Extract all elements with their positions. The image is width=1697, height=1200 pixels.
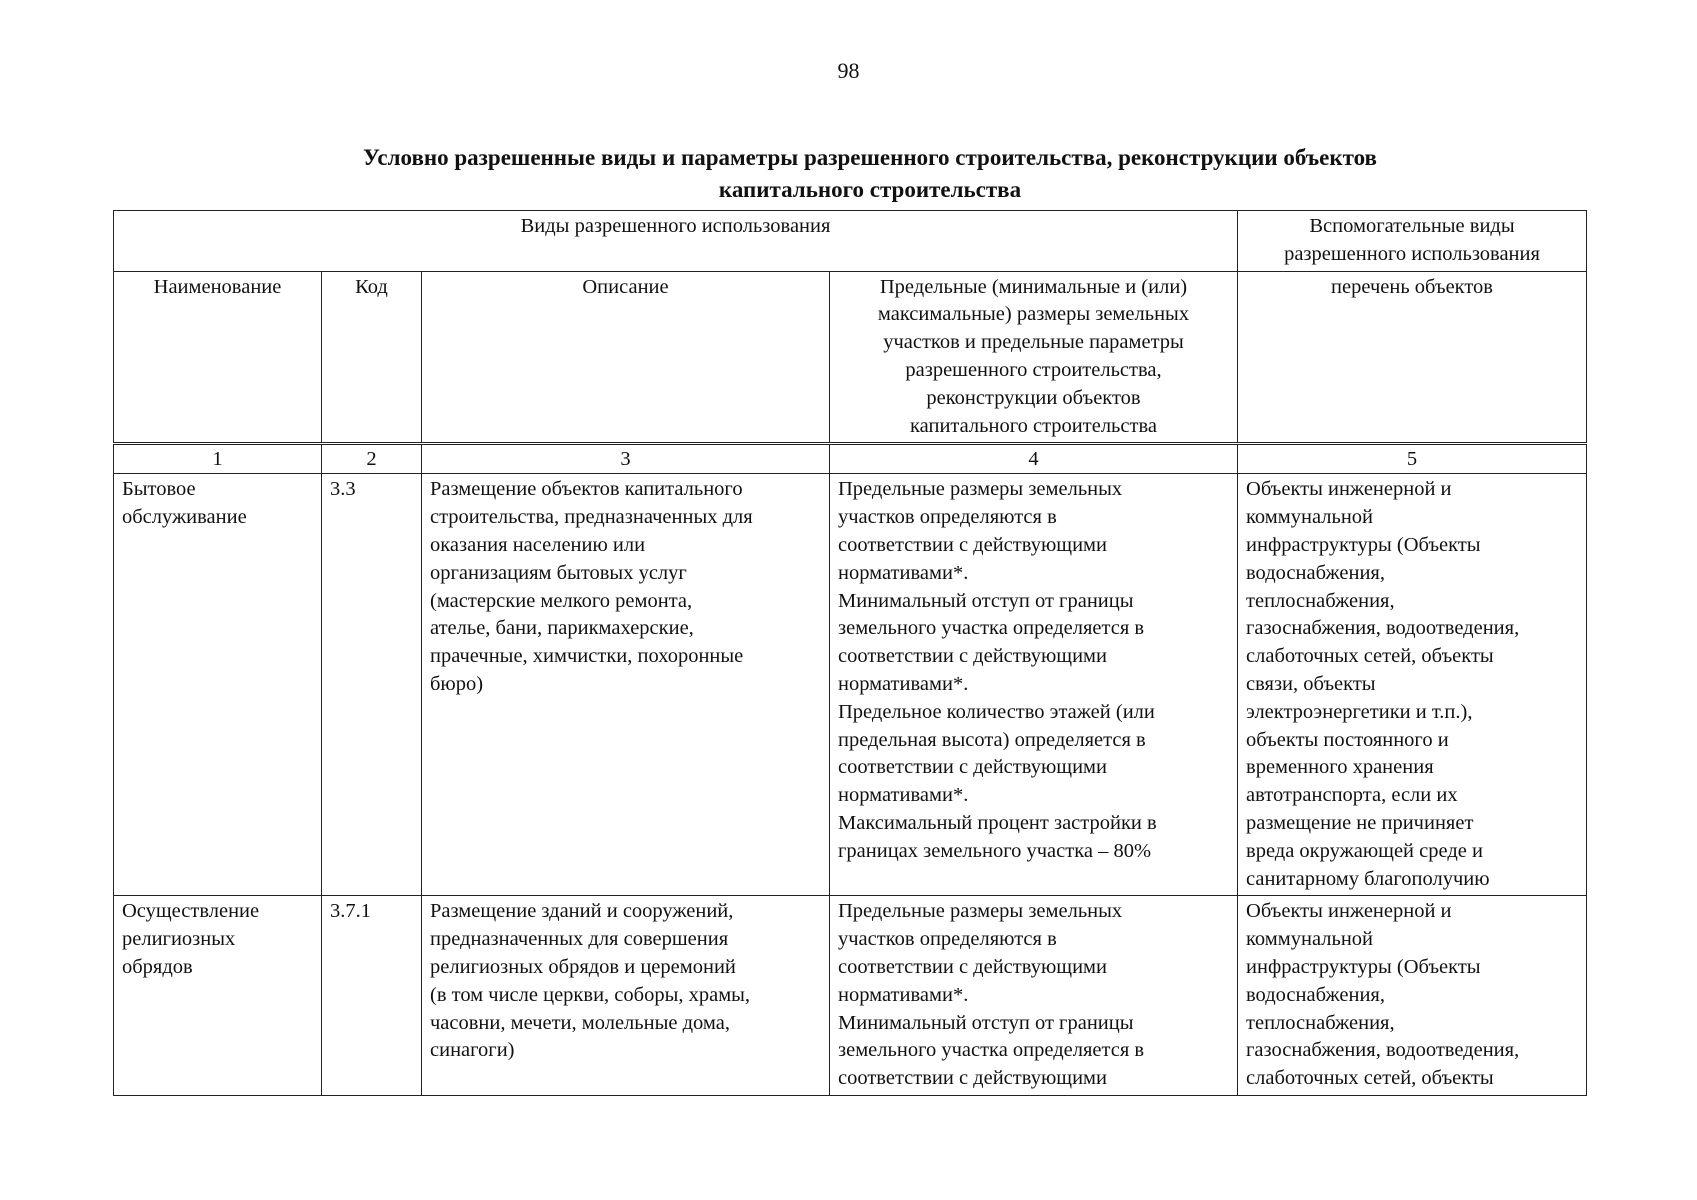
group-header-auxiliary-line: Вспомогательные виды <box>1309 215 1515 237</box>
row-objects-line: газоснабжения, водоотведения, <box>1246 617 1520 640</box>
column-number: 1 <box>114 444 322 474</box>
row-limits-line: соответствии с действующими <box>838 955 1107 978</box>
row-objects-line: водоснабжения, <box>1246 561 1385 584</box>
row-description-line: организациям бытовых услуг <box>430 561 687 584</box>
row-limits-line: Минимальный отступ от границы <box>838 1011 1134 1034</box>
row-objects-line: Объекты инженерной и <box>1246 478 1452 501</box>
row-objects <box>1238 474 1587 896</box>
row-objects-line: Объекты инженерной и <box>1246 900 1452 923</box>
row-limits <box>830 474 1238 896</box>
row-objects-line: теплоснабжения, <box>1246 589 1395 612</box>
group-header-permitted-uses: Виды разрешенного использования <box>114 211 1238 272</box>
row-objects-line: связи, объекты <box>1246 672 1376 695</box>
row-limits-line: Максимальный процент застройки в <box>838 811 1157 834</box>
table-row <box>114 896 1587 1096</box>
page-title <box>230 142 1510 206</box>
col-header-code: Код <box>322 271 422 444</box>
row-description-line: ателье, бани, парикмахерские, <box>430 617 694 640</box>
row-objects-line: слаботочных сетей, объекты <box>1246 645 1494 668</box>
row-description <box>422 474 830 896</box>
row-objects <box>1238 896 1587 1096</box>
row-description-line: предназначенных для совершения <box>430 928 729 951</box>
row-name <box>114 896 322 1096</box>
row-limits-line: соответствии с действующими <box>838 533 1107 556</box>
group-header-auxiliary-line: разрешенного использования <box>1284 242 1540 265</box>
row-limits-line: участков определяются в <box>838 506 1057 529</box>
row-objects-clip <box>1246 898 1578 1093</box>
row-name-line: обрядов <box>122 955 193 978</box>
row-name-line: религиозных <box>122 928 236 951</box>
row-limits-line: участков определяются в <box>838 928 1057 951</box>
row-limits-line: Предельные размеры земельных <box>838 900 1123 923</box>
row-description-line: религиозных обрядов и церемоний <box>430 955 736 978</box>
row-limits-line: Предельное количество этажей (или <box>838 700 1155 723</box>
row-description <box>422 896 830 1096</box>
row-objects-line: инфраструктуры (Объекты <box>1246 955 1481 978</box>
title-line-1: Условно разрешенные виды и параметры разрешенного строительства, реконструкции объектов <box>363 145 1377 170</box>
column-number-row <box>114 444 1587 474</box>
row-limits-line: нормативами*. <box>838 784 969 807</box>
col-header-objects: перечень объектов <box>1238 271 1587 444</box>
row-objects-line: автотранспорта, если их <box>1246 784 1458 807</box>
column-number: 2 <box>322 444 422 474</box>
row-limits-line: границах земельного участка – 80% <box>838 839 1152 862</box>
row-limits-line: предельная высота) определяется в <box>838 728 1146 751</box>
row-description-line: бюро) <box>430 672 484 695</box>
row-description-line: прачечные, химчистки, похоронные <box>430 645 744 668</box>
row-description-line: оказания населению или <box>430 533 646 556</box>
row-limits-line: земельного участка определяется в <box>838 1039 1145 1062</box>
row-description-line: строительства, предназначенных для <box>430 506 753 529</box>
page-number: 98 <box>837 58 860 83</box>
group-header-auxiliary-uses <box>1238 211 1587 272</box>
row-description-line: часовни, мечети, молельные дома, <box>430 1011 730 1034</box>
row-objects-line: временного хранения <box>1246 756 1434 779</box>
col-header-name: Наименование <box>114 271 322 444</box>
row-objects-line: инфраструктуры (Объекты <box>1246 533 1481 556</box>
row-objects-line: слаботочных сетей, объекты <box>1246 1067 1494 1090</box>
col-header-limits-line: капитального строительства <box>910 414 1157 437</box>
permitted-uses-table <box>113 210 1587 1096</box>
row-limits-line: нормативами*. <box>838 672 969 695</box>
group-header-row <box>114 211 1587 272</box>
row-objects-line: санитарному благополучию <box>1246 867 1490 890</box>
col-header-limits <box>830 271 1238 444</box>
table-row <box>114 474 1587 896</box>
row-name-line: обслуживание <box>122 506 247 529</box>
column-number: 5 <box>1238 444 1587 474</box>
row-objects-line: электроэнергетики и т.п.), <box>1246 700 1473 723</box>
row-limits-line: соответствии с действующими <box>838 645 1107 668</box>
row-description-line: Размещение объектов капитального <box>430 478 743 501</box>
row-objects-line: вреда окружающей среде и <box>1246 839 1483 862</box>
row-code: 3.3 <box>322 474 422 896</box>
col-header-limits-line: разрешенного строительства, <box>905 358 1162 381</box>
row-code: 3.7.1 <box>322 896 422 1096</box>
row-description-line: (мастерские мелкого ремонта, <box>430 589 693 612</box>
row-limits-line: нормативами*. <box>838 561 969 584</box>
column-header-row <box>114 271 1587 444</box>
column-number: 3 <box>422 444 830 474</box>
row-limits-line: соответствии с действующими <box>838 756 1107 779</box>
row-description-line: синагоги) <box>430 1039 515 1062</box>
row-limits <box>830 896 1238 1096</box>
row-description-line: Размещение зданий и сооружений, <box>430 900 734 923</box>
row-limits-line: земельного участка определяется в <box>838 617 1145 640</box>
row-objects-line: объекты постоянного и <box>1246 728 1449 751</box>
title-line-2: капитального строительства <box>718 177 1022 202</box>
column-number: 4 <box>830 444 1238 474</box>
row-limits-line: Предельные размеры земельных <box>838 478 1123 501</box>
row-limits-clip <box>838 898 1229 1093</box>
row-name <box>114 474 322 896</box>
col-header-limits-line: реконструкции объектов <box>926 386 1141 409</box>
col-header-limits-line: участков и предельные параметры <box>883 331 1184 354</box>
row-limits-line: соответствии с действующими <box>838 1067 1107 1090</box>
row-objects-line: коммунальной <box>1246 928 1374 951</box>
row-objects-line: водоснабжения, <box>1246 983 1385 1006</box>
row-objects-line: газоснабжения, водоотведения, <box>1246 1039 1520 1062</box>
row-objects-line: теплоснабжения, <box>1246 1011 1395 1034</box>
row-name-line: Осуществление <box>122 900 260 923</box>
row-name-line: Бытовое <box>122 478 196 501</box>
row-objects-line: размещение не причиняет <box>1246 811 1474 834</box>
col-header-limits-line: Предельные (минимальные и (или) <box>879 275 1188 298</box>
col-header-limits-line: максимальные) размеры земельных <box>877 303 1190 326</box>
row-limits-line: Минимальный отступ от границы <box>838 589 1134 612</box>
row-objects-line: коммунальной <box>1246 506 1374 529</box>
row-limits-line: нормативами*. <box>838 983 969 1006</box>
row-description-line: (в том числе церкви, соборы, храмы, <box>430 983 751 1006</box>
col-header-description: Описание <box>422 271 830 444</box>
